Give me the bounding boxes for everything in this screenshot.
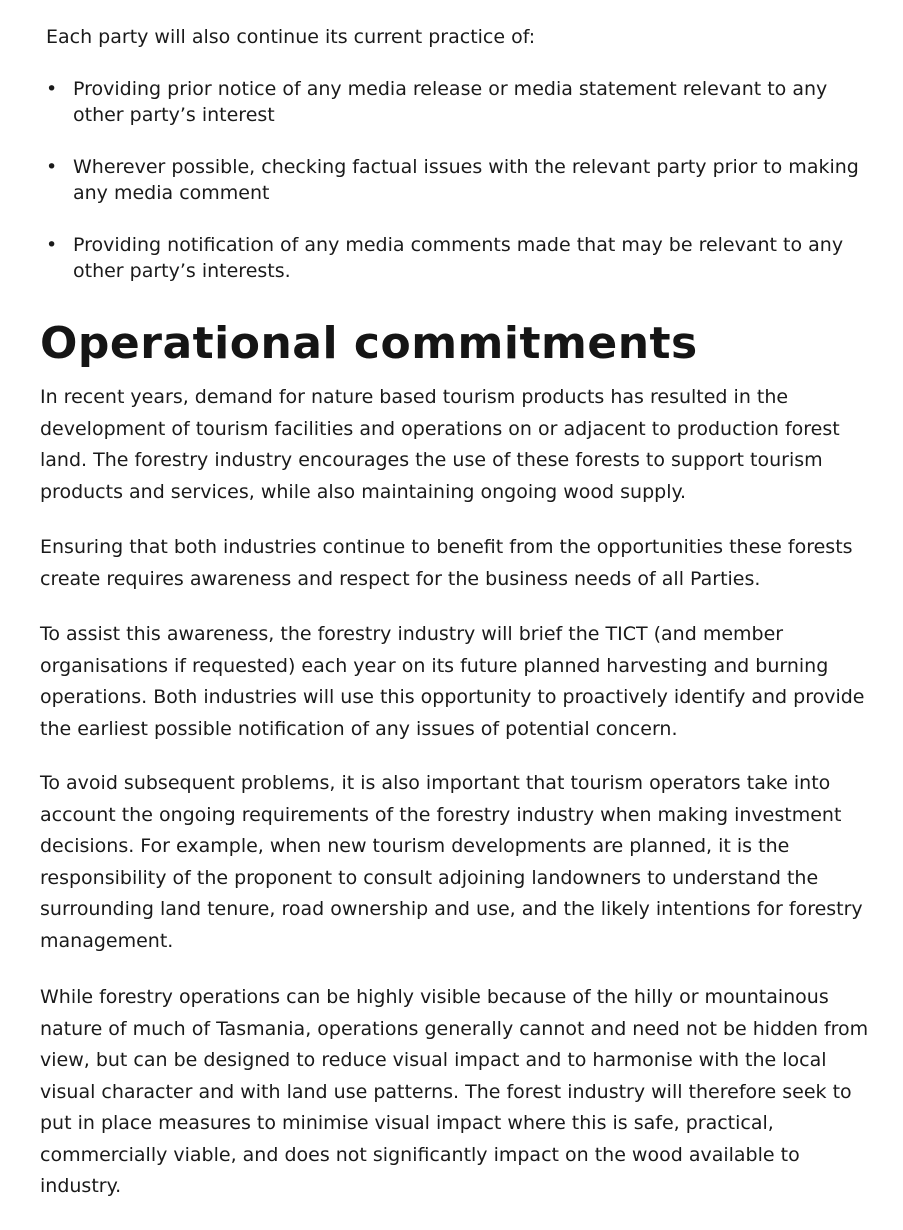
media-practice-list (40, 76, 870, 310)
paragraph-investment: To avoid subsequent problems, it is also important that tourism operators take into account the ongoing requirements of the forestry industry when making investment decisions. For example, when new tourism developments are planned, it is the responsibility of the proponent to consult adjoining landowners to understand the surrounding land tenure, road ownership and use, and the likely intentions for forestry management. (40, 772, 863, 952)
paragraph-awareness: Ensuring that both industries continue to benefit from the opportunities these forests create requires awareness and respect for the business needs of all Parties. (40, 536, 853, 590)
list-item-text: Wherever possible, checking factual issues with the relevant party prior to making any media comment (73, 156, 859, 204)
intro-text: Each party will also continue its current practice of: (46, 26, 536, 48)
bullet-icon: • (46, 234, 58, 256)
list-item (40, 76, 870, 128)
bullet-icon: • (46, 78, 58, 100)
list-item-text: Providing notification of any media comments made that may be relevant to any other party’s interests. (73, 234, 844, 282)
list-item (40, 232, 870, 284)
paragraph-tourism-demand: In recent years, demand for nature based tourism products has resulted in the development of tourism facilities and operations on or adjacent to production forest land. The forestry industry encourages the use of these forests to support tourism products and services, while also maintaining ongoing wood supply. (40, 386, 840, 503)
section-heading: Operational commitments (40, 318, 698, 369)
list-item-text: Providing prior notice of any media release or media statement relevant to any other party’s interest (73, 78, 828, 126)
paragraph-visual-impact: While forestry operations can be highly visible because of the hilly or mountainous nature of much of Tasmania, operations generally cannot and need not be hidden from view, but can be designed to reduce visual impact and to harmonise with the local visual character and with land use patterns. The forest industry will therefore seek to put in place measures to minimise visual impact where this is safe, practical, commercially viable, and does not significantly impact on the wood available to industry. (40, 986, 869, 1197)
paragraph-briefing: To assist this awareness, the forestry industry will brief the TICT (and member organisations if requested) each year on its future planned harvesting and burning operations. Both industries will use this opportunity to proactively identify and provide the earliest possible notification of any issues of potential concern. (40, 623, 865, 740)
list-item (40, 154, 870, 206)
bullet-icon: • (46, 156, 58, 178)
